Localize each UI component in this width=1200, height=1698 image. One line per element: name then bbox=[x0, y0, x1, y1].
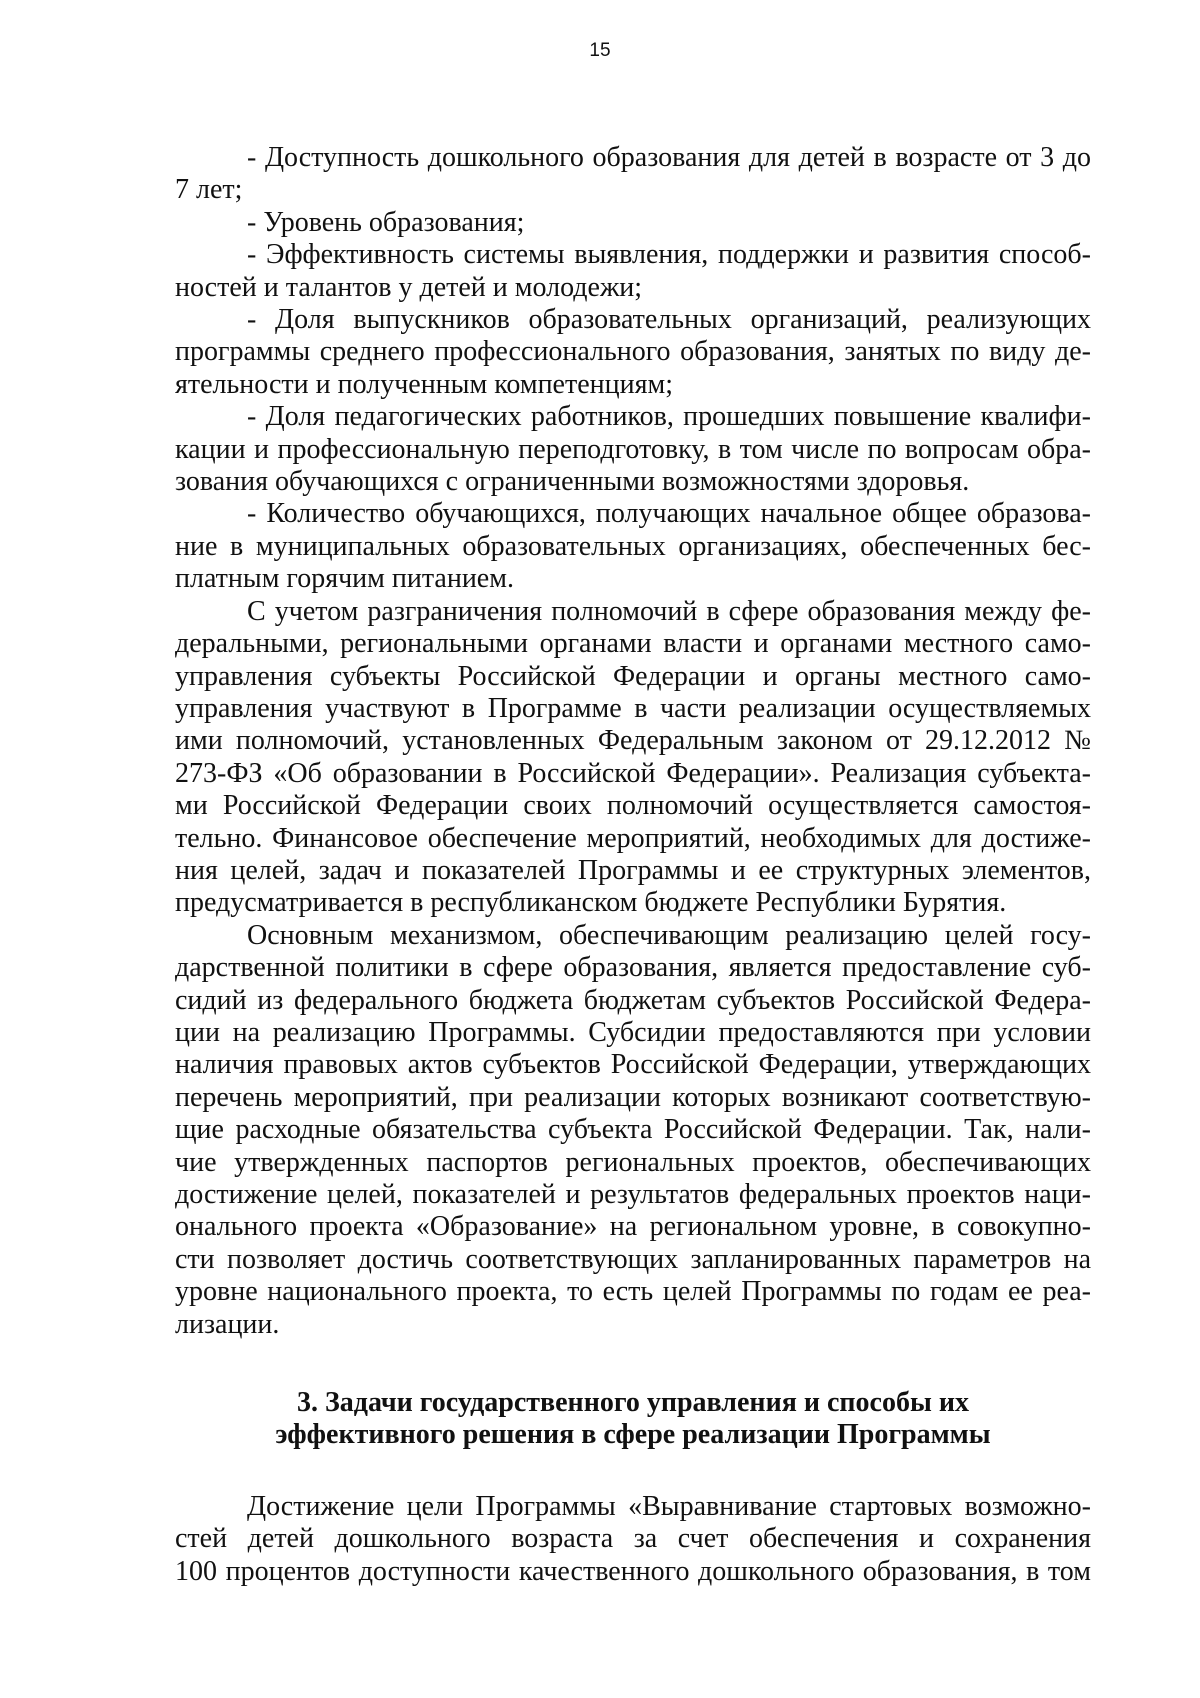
section-heading bbox=[175, 1387, 1091, 1452]
text-line: чие утвержденных паспортов региональных проектов, обеспечивающих bbox=[175, 1146, 1091, 1178]
text-line: стей детей дошкольного возраста за счет обеспечения и сохранения bbox=[175, 1523, 1091, 1555]
text-line: 100 процентов доступности качественного дошкольного образования, в том bbox=[175, 1555, 1091, 1587]
text-line: предусматривается в республиканском бюджете Республики Бурятия. bbox=[175, 887, 1007, 919]
text-line: ностей и талантов у детей и молодежи; bbox=[175, 271, 643, 303]
text-line: дарственной политики в сфере образования, является предоставление суб- bbox=[175, 952, 1091, 984]
text-line: деральными, региональными органами власти и органами местного само- bbox=[175, 628, 1091, 660]
text-line: Основным механизмом, обеспечивающим реализацию целей госу- bbox=[247, 919, 1091, 951]
paragraph-main-mechanism bbox=[175, 920, 1091, 1341]
text-line: ции на реализацию Программы. Субсидии предоставляются при условии bbox=[175, 1016, 1091, 1048]
text-line: тельно. Финансовое обеспечение мероприятий, необходимых для достиже- bbox=[175, 822, 1091, 854]
text-line: перечень мероприятий, при реализации которых возникают соответствую- bbox=[175, 1081, 1091, 1113]
text-line: платным горячим питанием. bbox=[175, 563, 514, 595]
text-line: зования обучающихся с ограниченными возможностями здоровья. bbox=[175, 466, 970, 498]
paragraph-hot-meals bbox=[175, 498, 1091, 595]
text-line: онального проекта «Образование» на региональном уровне, в совокупно- bbox=[175, 1211, 1091, 1243]
text-line: Достижение цели Программы «Выравнивание стартовых возможно- bbox=[247, 1490, 1091, 1522]
text-line: программы среднего профессионального образования, занятых по виду де- bbox=[175, 336, 1091, 368]
text-line: ние в муниципальных образовательных организациях, обеспеченных бес- bbox=[175, 530, 1091, 562]
text-line: - Количество обучающихся, получающих начальное общее образова- bbox=[247, 498, 1091, 530]
text-line: достижение целей, показателей и результатов федеральных проектов наци- bbox=[175, 1179, 1091, 1210]
paragraph-education-level bbox=[175, 207, 1091, 239]
text-line: сидий из федерального бюджета бюджетам субъектов Российской Федера- bbox=[175, 984, 1091, 1016]
text-line: управления участвуют в Программе в части реализации осуществляемых bbox=[175, 692, 1091, 724]
text-line: 7 лет; bbox=[175, 174, 243, 206]
paragraph-powers-delimitation bbox=[175, 596, 1091, 920]
text-line: щие расходные обязательства субъекта Российской Федерации. Так, нали- bbox=[175, 1114, 1091, 1146]
text-line: - Доступность дошкольного образования для детей в возрасте от 3 до bbox=[247, 142, 1091, 173]
text-line: ятельности и полученным компетенциям; bbox=[175, 368, 673, 400]
paragraph-preschool-availability bbox=[175, 142, 1091, 207]
paragraph-talent-system bbox=[175, 239, 1091, 304]
text-line: - Доля выпускников образовательных организаций, реализующих bbox=[247, 304, 1091, 336]
text-line: - Эффективность системы выявления, поддержки и развития способ- bbox=[247, 239, 1091, 271]
heading-line: 3. Задачи государственного управления и способы их bbox=[297, 1387, 969, 1419]
text-line: С учетом разграничения полномочий в сфере образования между фе- bbox=[247, 595, 1091, 627]
text-line: лизации. bbox=[175, 1308, 280, 1340]
text-line: ими полномочий, установленных Федеральным законом от 29.12.2012 № bbox=[175, 725, 1091, 757]
paragraph-teachers-share bbox=[175, 401, 1091, 498]
text-line: - Уровень образования; bbox=[247, 206, 525, 238]
heading-line: эффективного решения в сфере реализации Программы bbox=[275, 1419, 991, 1451]
text-line: 273-ФЗ «Об образовании в Российской Федерации». Реализация субъекта- bbox=[175, 757, 1091, 789]
text-line: - Доля педагогических работников, прошедших повышение квалифи- bbox=[247, 401, 1091, 433]
text-line: ми Российской Федерации своих полномочий осуществляется самостоя- bbox=[175, 790, 1091, 822]
page-number: 15 bbox=[589, 40, 611, 61]
text-line: сти позволяет достичь соответствующих запланированных параметров на bbox=[175, 1243, 1091, 1275]
document-body bbox=[175, 142, 1091, 1588]
text-line: управления субъекты Российской Федерации и органы местного само- bbox=[175, 660, 1091, 692]
paragraph-graduates-share bbox=[175, 304, 1091, 401]
text-line: наличия правовых актов субъектов Российской Федерации, утверждающих bbox=[175, 1049, 1091, 1081]
paragraph-program-goal bbox=[175, 1491, 1091, 1588]
text-line: уровне национального проекта, то есть целей Программы по годам ее реа- bbox=[175, 1276, 1091, 1308]
text-line: ния целей, задач и показателей Программы и ее структурных элементов, bbox=[175, 854, 1091, 886]
text-line: кации и профессиональную переподготовку, в том числе по вопросам обра- bbox=[175, 433, 1091, 465]
